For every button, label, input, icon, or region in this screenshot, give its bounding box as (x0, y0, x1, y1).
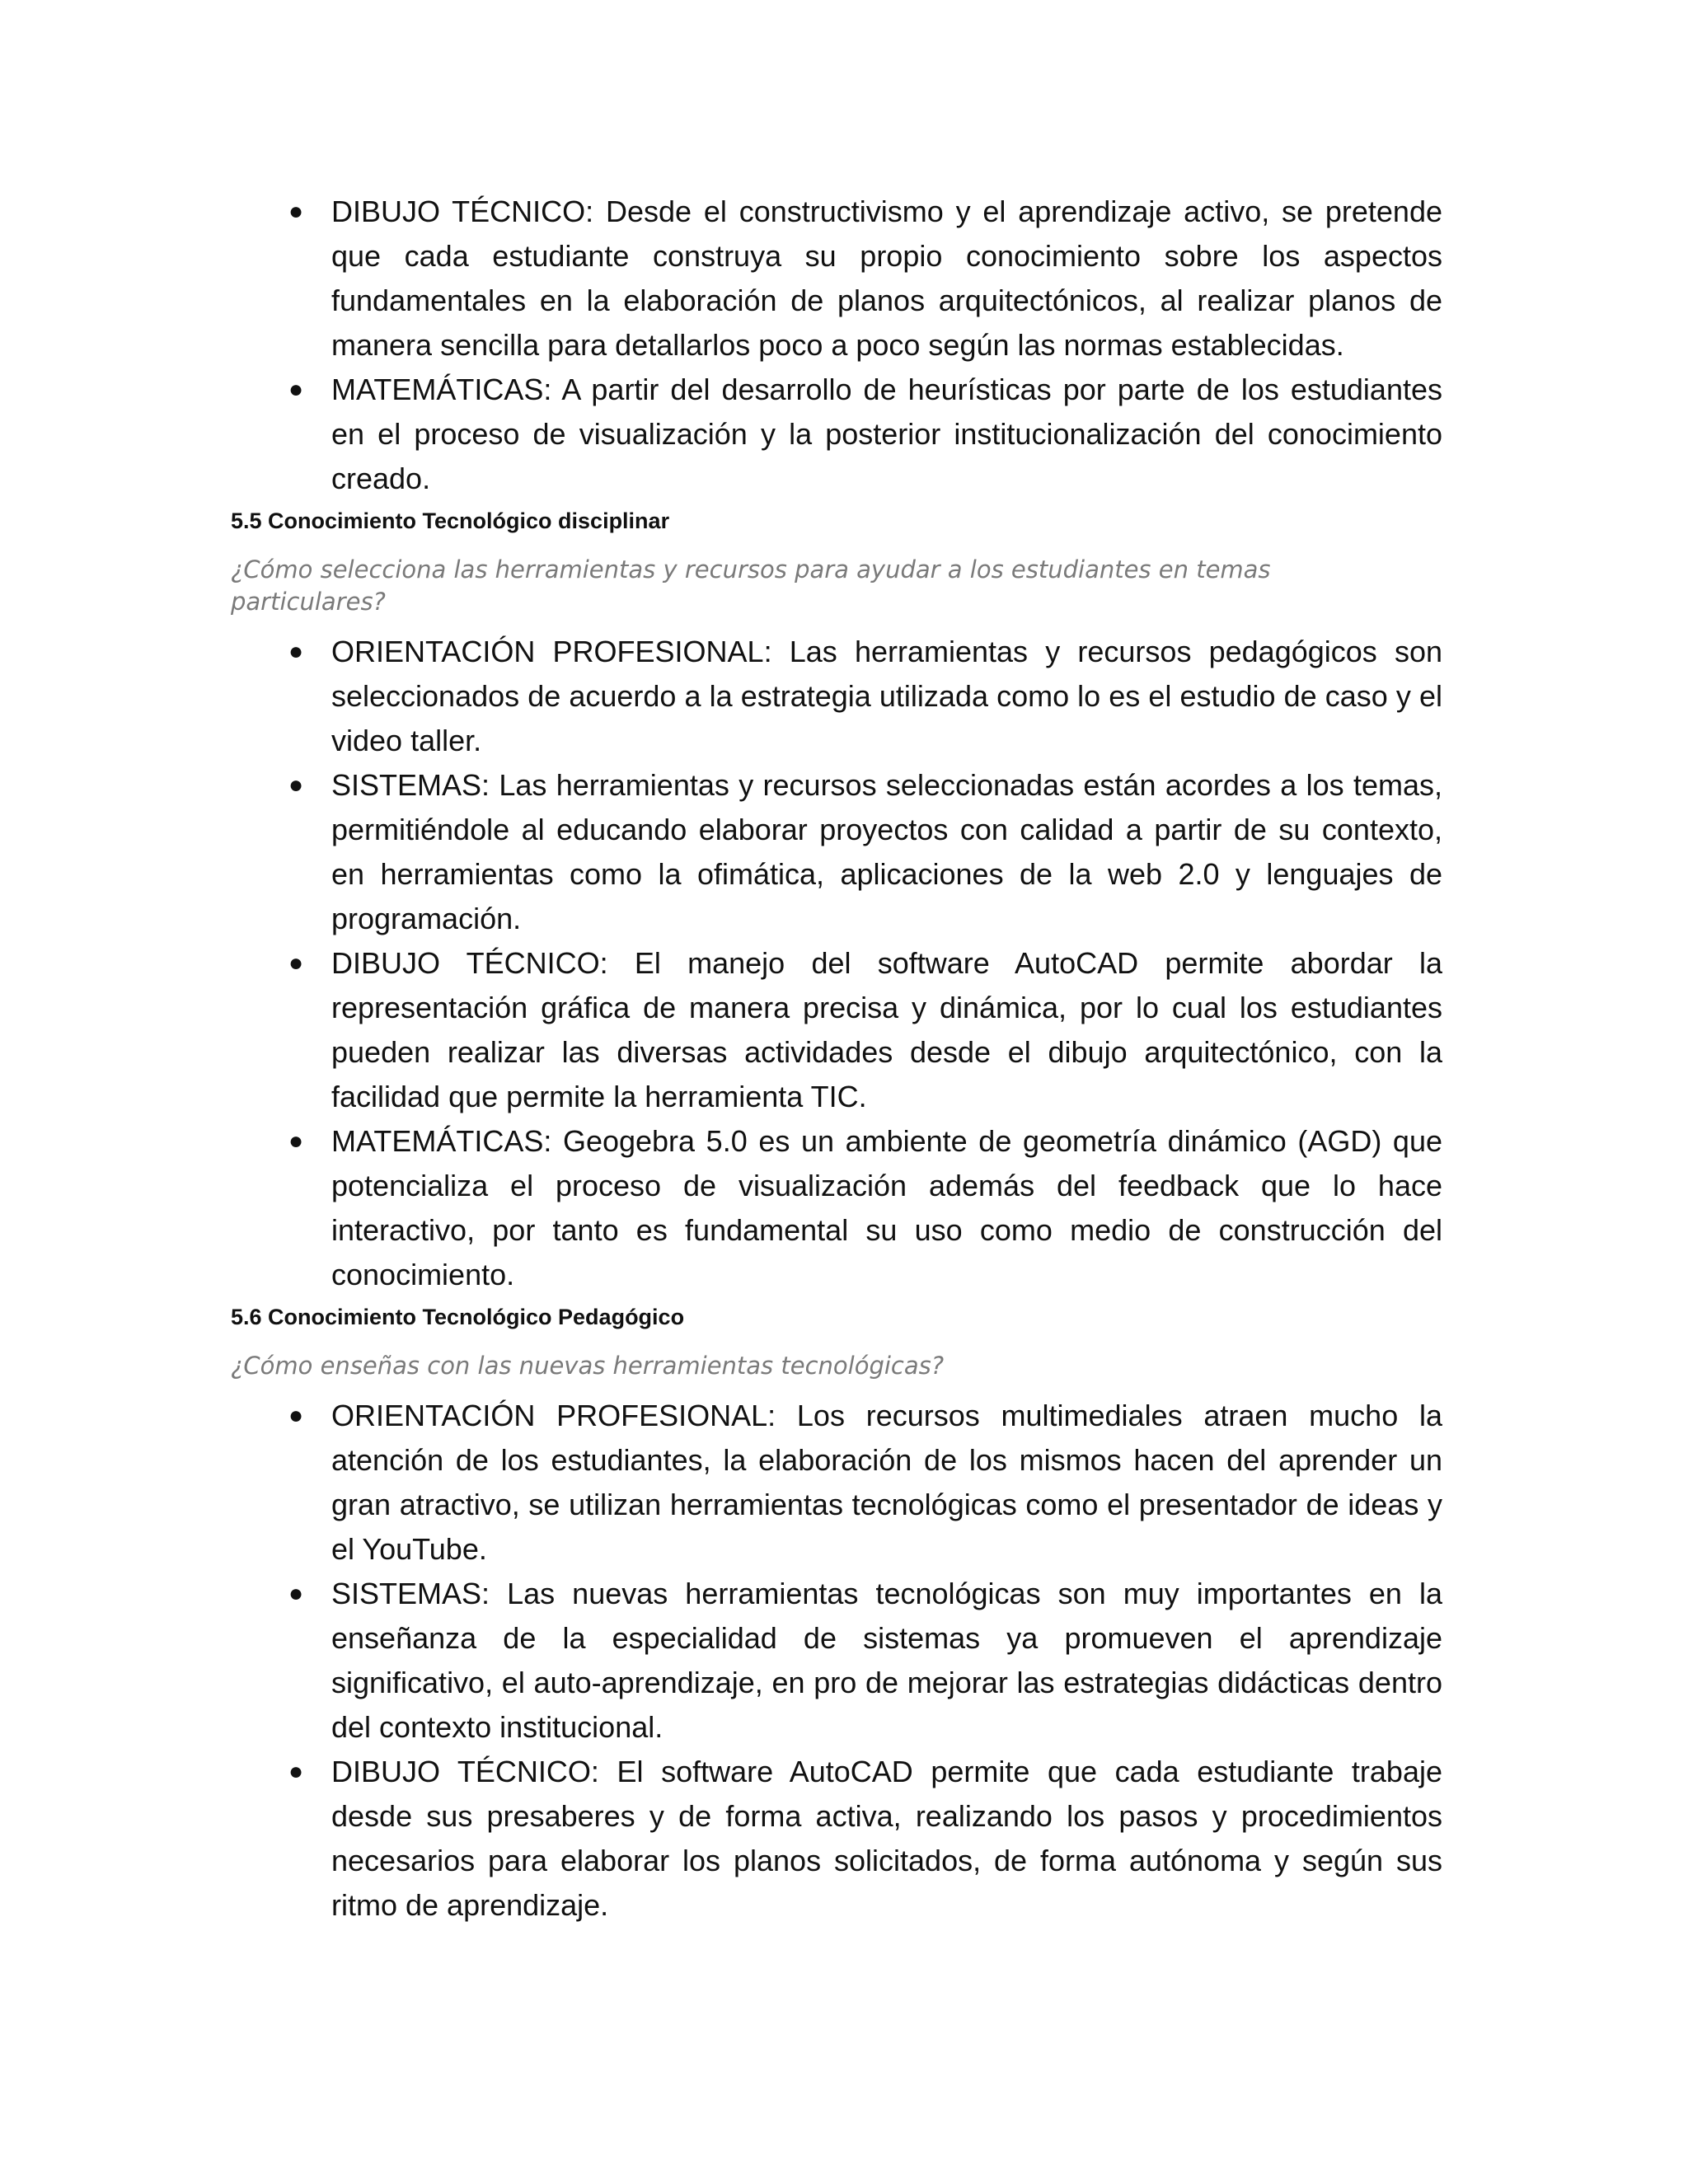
bullet-icon: ● (288, 1127, 304, 1155)
bullet-icon: ● (288, 376, 304, 403)
bullet-icon: ● (288, 771, 304, 799)
list-item (231, 941, 1442, 1119)
bullet-icon: ● (288, 1402, 304, 1429)
section-question-5-6: ¿Cómo enseñas con las nuevas herramientas tecnológicas? (231, 1352, 945, 1380)
list-item (231, 368, 1442, 501)
list-item (231, 1750, 1442, 1928)
bullet-icon: ● (288, 1758, 304, 1785)
list-item (231, 1572, 1442, 1750)
list-item-text: DIBUJO TÉCNICO: El manejo del software AutoCAD permite abordar la representación gráfica de manera precisa y dinámica, por lo cual los estudiantes pueden realizar las diversas actividades desde el dibujo arquitectónico, con la facilidad que permite la herramienta TIC. (331, 946, 1442, 1113)
list-item-text: ORIENTACIÓN PROFESIONAL: Las herramientas y recursos pedagógicos son seleccionados de acuerdo a la estrategia utilizada como lo es el estudio de caso y el video taller. (331, 635, 1442, 757)
list-item-text: DIBUJO TÉCNICO: Desde el constructivismo y el aprendizaje activo, se pretende que cada estudiante construya su propio conocimiento sobre los aspectos fundamentales en la elaboración de planos arquitectónicos, al realizar planos de manera sencilla para detallarlos poco a poco según las normas establecidas. (331, 194, 1442, 362)
section-question-5-5: ¿Cómo selecciona las herramientas y recursos para ayudar a los estudiantes en temas particulares? (231, 555, 1271, 616)
list-item-text: DIBUJO TÉCNICO: El software AutoCAD permite que cada estudiante trabaje desde sus presaberes y de forma activa, realizando los pasos y procedimientos necesarios para elaborar los planos solicitados, de forma autónoma y según sus ritmo de aprendizaje. (331, 1755, 1442, 1922)
bullet-icon: ● (288, 638, 304, 665)
list-item (231, 190, 1442, 368)
bullet-icon: ● (288, 949, 304, 977)
bullet-list-continued (231, 190, 1442, 501)
document-page (231, 190, 1442, 1928)
list-item-text: SISTEMAS: Las nuevas herramientas tecnológicas son muy importantes en la enseñanza de la especialidad de sistemas ya promueven el aprendizaje significativo, el auto-aprendizaje, en pro de mejorar las estrategias didácticas dentro del contexto institucional. (331, 1577, 1442, 1744)
bullet-list-5-5 (231, 630, 1442, 1297)
list-item-text: MATEMÁTICAS: Geogebra 5.0 es un ambiente de geometría dinámico (AGD) que potencializa el proceso de visualización además del feedback que lo hace interactivo, por tanto es fundamental su uso como medio de construcción del conocimiento. (331, 1124, 1442, 1291)
list-item (231, 1394, 1442, 1572)
section-heading-5-6: 5.6 Conocimiento Tecnológico Pedagógico (231, 1305, 685, 1329)
list-item (231, 1119, 1442, 1297)
bullet-icon: ● (288, 198, 304, 225)
list-item (231, 630, 1442, 763)
list-item-text: ORIENTACIÓN PROFESIONAL: Los recursos multimediales atraen mucho la atención de los estudiantes, la elaboración de los mismos hacen del aprender un gran atractivo, se utilizan herramientas tecnológicas como el presentador de ideas y el YouTube. (331, 1399, 1442, 1566)
list-item (231, 763, 1442, 941)
bullet-list-5-6 (231, 1394, 1442, 1928)
list-item-text: SISTEMAS: Las herramientas y recursos seleccionadas están acordes a los temas, permitiéndole al educando elaborar proyectos con calidad a partir de su contexto, en herramientas como la ofimática, aplicaciones de la web 2.0 y lenguajes de programación. (331, 768, 1442, 935)
list-item-text: MATEMÁTICAS: A partir del desarrollo de heurísticas por parte de los estudiantes en el proceso de visualización y la posterior institucionalización del conocimiento creado. (331, 373, 1442, 495)
bullet-icon: ● (288, 1580, 304, 1607)
section-heading-5-5: 5.5 Conocimiento Tecnológico disciplinar (231, 509, 670, 533)
